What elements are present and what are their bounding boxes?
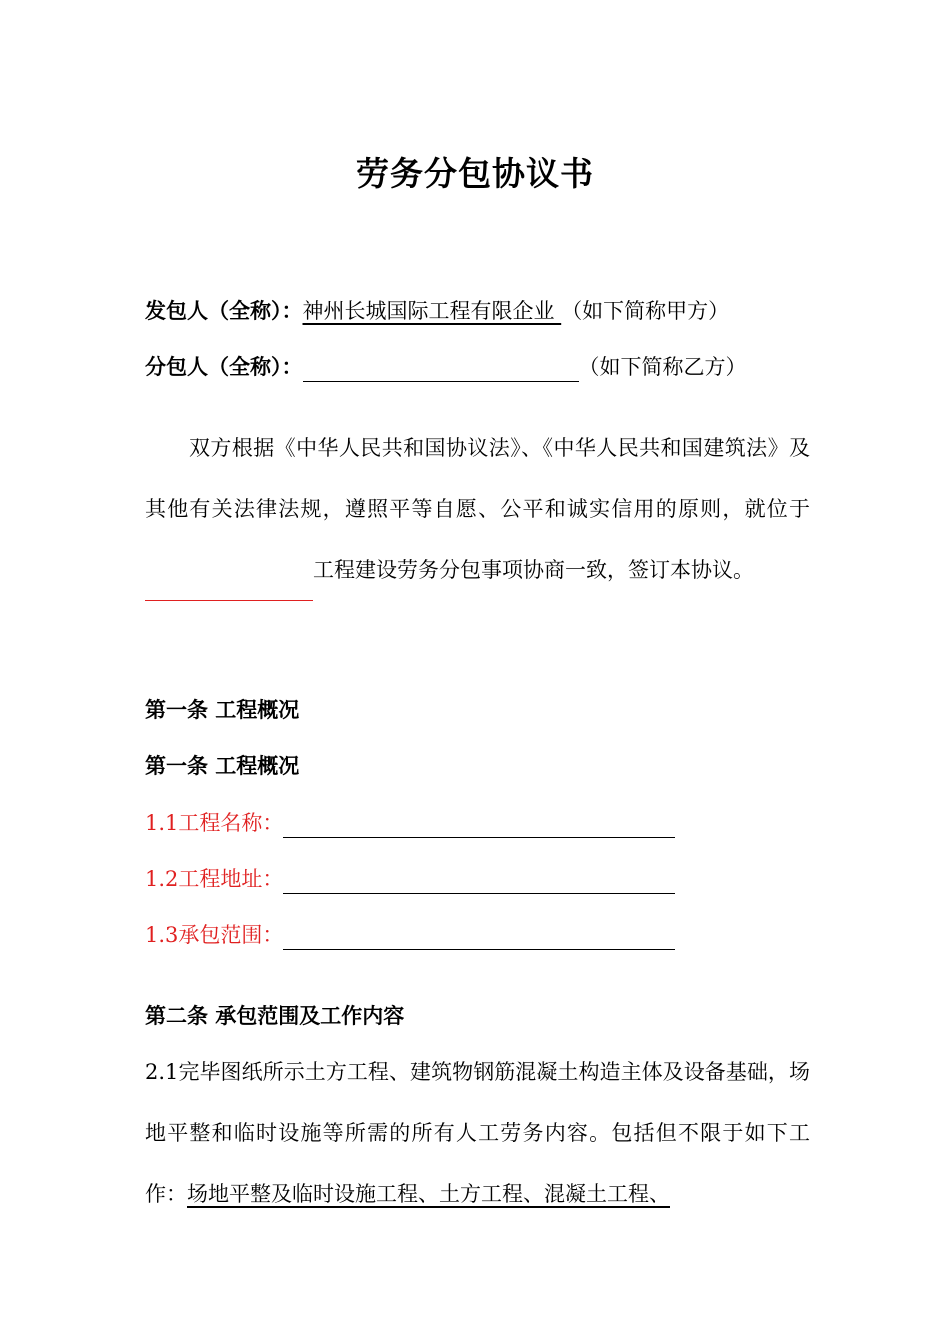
article2-heading: 第二条 承包范围及工作内容 xyxy=(145,1003,405,1028)
document-title: 劳务分包协议书 xyxy=(356,154,594,193)
project-address-blank xyxy=(283,869,675,894)
item-project-name-label: 1.1工程名称： xyxy=(145,811,284,835)
item-project-address xyxy=(145,864,675,894)
subcontractor-label: 分包人（全称）： xyxy=(145,354,303,379)
article1-heading-repeat: 第一条 工程概况 xyxy=(145,753,300,778)
employer-name: 神州长城国际工程有限企业 xyxy=(302,299,555,323)
project-location-blank xyxy=(145,576,313,601)
item-contract-scope xyxy=(145,920,675,950)
article2-paragraph xyxy=(145,1042,810,1225)
employer-line xyxy=(145,296,729,326)
contract-scope-blank xyxy=(283,925,675,950)
article2-underlined-text: 场地平整及临时设施工程、土方工程、混凝土工程、 xyxy=(187,1182,670,1206)
employer-suffix: （如下简称甲方） xyxy=(561,299,730,323)
employer-label: 发包人（全称）： xyxy=(145,298,303,323)
intro-text-1: 双方根据《中华人民共和国协议法》、《中华人民共和国建筑法》及其他有关法律法规，遵照平等自愿、公平和诚实信用的原则，就位于 xyxy=(145,436,810,521)
project-name-blank xyxy=(283,813,675,838)
item-project-name xyxy=(145,808,675,838)
subcontractor-suffix: （如下简称乙方） xyxy=(578,355,747,379)
intro-paragraph xyxy=(145,418,810,601)
subcontractor-line xyxy=(145,352,747,382)
subcontractor-name-blank xyxy=(303,357,579,382)
article2-text: 2.1完毕图纸所示土方工程、建筑物钢筋混凝土构造主体及设备基础，场地平整和临时设施等所需的所有人工劳务内容。包括但不限于如下工作： xyxy=(145,1060,810,1206)
item-project-address-label: 1.2工程地址： xyxy=(145,867,284,891)
item-contract-scope-label: 1.3承包范围： xyxy=(145,923,284,947)
article1-heading: 第一条 工程概况 xyxy=(145,697,300,722)
intro-text-2: 工程建设劳务分包事项协商一致，签订本协议。 xyxy=(313,558,754,582)
